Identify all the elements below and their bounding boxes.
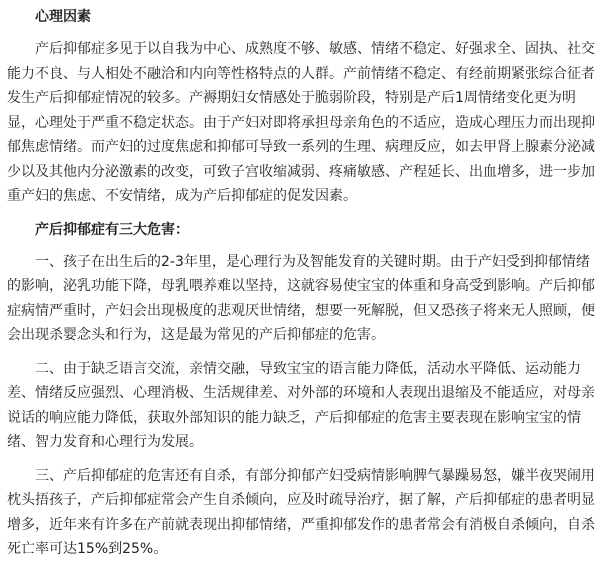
text-line: 会出现杀婴念头和行为，这是最为常见的产后抑郁症的危害。	[7, 327, 385, 343]
text-line: 说话的响应能力降低，获取外部知识的能力缺乏，产后抑郁症的危害主要表现在影响宝宝的情	[7, 409, 581, 426]
text-line: 发生产后抑郁症情况的较多。产褥期妇女情感处于脆弱阶段，特别是产后1周情绪变化更为明	[7, 90, 576, 106]
text-line: 绪、智力发育和心理行为发展。	[7, 434, 203, 450]
text-line: 产后抑郁症多见于以自我为中心、成熟度不够、敏感、情绪不稳定、好强求全、固执、社交	[35, 41, 595, 57]
text-line: 三、产后抑郁症的危害还有自杀，有部分抑郁产妇受病情影响脾气暴躁易怒，嫌半夜哭闹用	[35, 467, 595, 484]
text-line: 的影响，泌乳功能下降，母乳喂养难以坚持，这就容易使宝宝的体重和身高受到影响。产后抑郁	[7, 278, 595, 294]
paragraph-harm-three	[7, 464, 595, 562]
text-line: 症病情严重时，产妇会出现极度的悲观厌世情绪，想要一死解脱，但又恐孩子将来无人照顾，便	[7, 302, 595, 319]
paragraph-psychological-factors	[7, 37, 595, 209]
text-line: 差、情绪反应强烈、心理消极、生活规律差、对外部的环境和人表现出退缩及不能适应，对母亲	[7, 385, 595, 401]
text-line: 能力不良、与人相处不融洽和内向等性格特点的人群。产前情绪不稳定、有经前期紧张综合征者	[7, 65, 595, 82]
text-line: 显，心理处于严重不稳定状态。由于产妇对即将承担母亲角色的不适应，造成心理压力而出现抑	[7, 114, 595, 131]
text-line: 少以及其他内分泌激素的改变，可致子宫收缩减弱、疼痛敏感、产程延长、出血增多，进一步加	[7, 163, 595, 180]
text-line: 二、由于缺乏语言交流，亲情交融，导致宝宝的语言能力降低，活动水平降低、运动能力	[35, 360, 581, 377]
text-line: 死亡率可达15%到25%。	[7, 541, 168, 557]
paragraph-harm-one	[7, 250, 595, 348]
text-line: 一、孩子在出生后的2-3年里，是心理行为及智能发育的关键时期。由于产妇受到抑郁情绪	[35, 253, 590, 270]
text-line: 重产妇的焦虑、不安情绪，成为产后抑郁症的促发因素。	[7, 188, 357, 204]
text-line: 枕头捂孩子，产后抑郁症常会产生自杀倾向，应及时疏导治疗，据了解，产后抑郁症的患者明显	[7, 492, 595, 508]
text-line: 郁焦虑情绪。而产妇的过度焦虑和抑郁可导致一系列的生理、病理反应，如去甲肾上腺素分泌减	[7, 139, 595, 155]
section-heading-three-harms: 产后抑郁症有三大危害：	[35, 221, 189, 238]
section-heading-psychological-factors: 心理因素	[35, 9, 91, 25]
paragraph-harm-two	[7, 357, 595, 455]
text-line: 增多，近年来有许多在产前就表现出抑郁情绪，严重抑郁发作的患者常会有消极自杀倾向，自杀	[7, 516, 595, 533]
